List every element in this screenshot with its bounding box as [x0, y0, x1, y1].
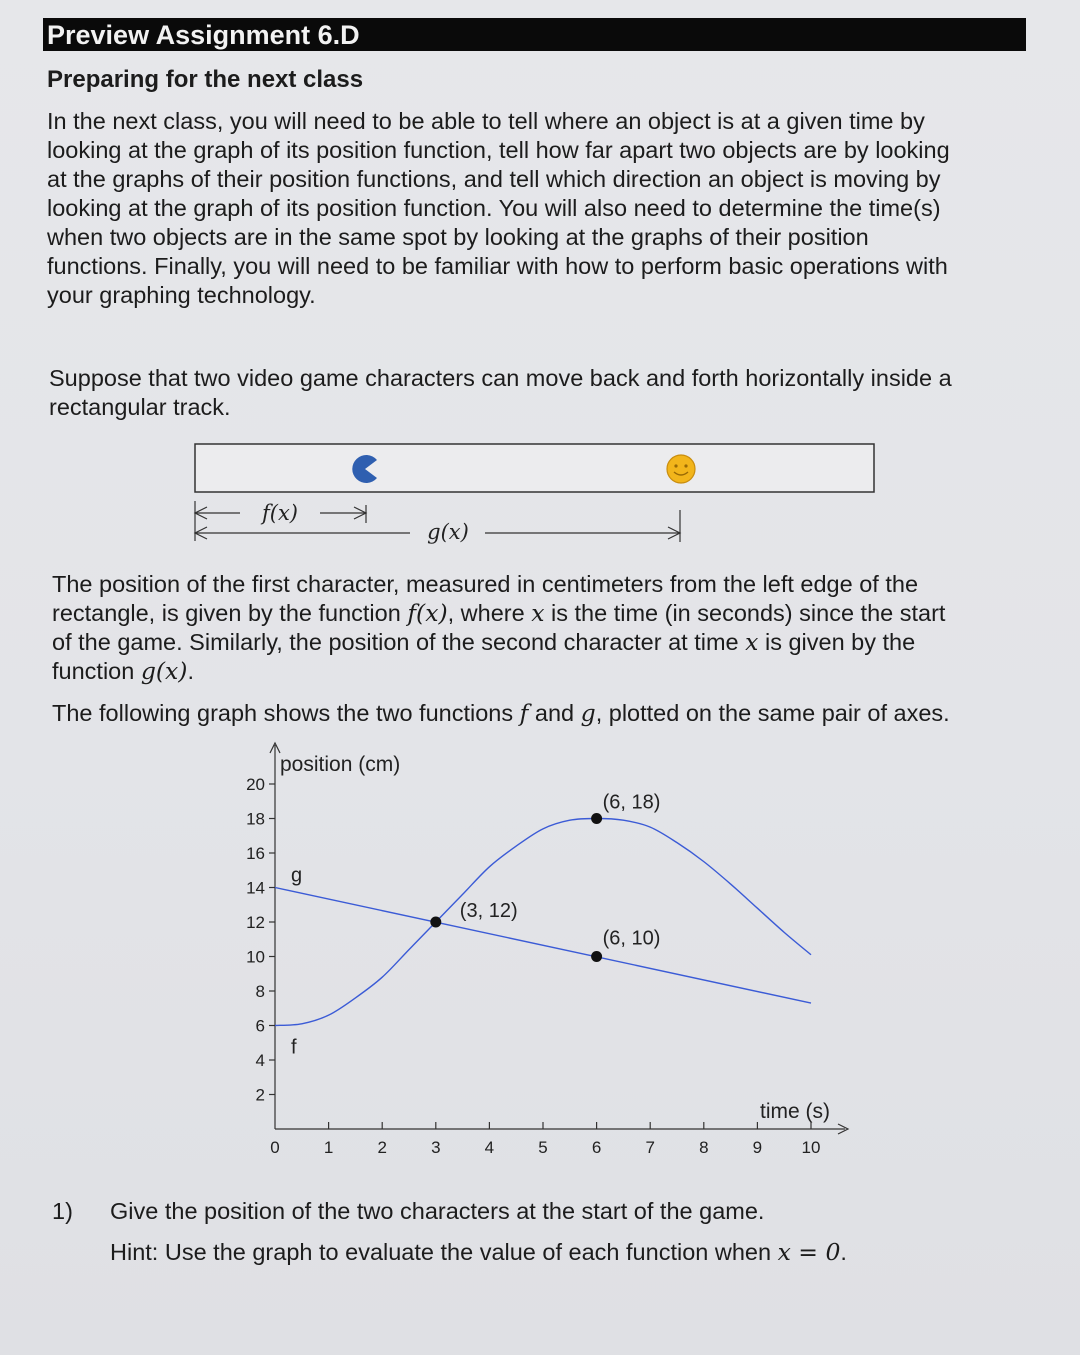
- data-point-label: (3, 12): [459, 900, 518, 922]
- intro-line: when two objects are in the same spot by looking at the graphs of their position: [47, 224, 869, 250]
- x-tick-label: 2: [377, 1138, 387, 1157]
- intro-line: at the graphs of their position functions, and tell which direction an object is moving by: [47, 166, 941, 192]
- y-tick-label: 18: [246, 809, 265, 829]
- g-of-x-label: g(x): [427, 520, 469, 544]
- description-paragraph: [52, 570, 945, 686]
- assignment-header-bar: [43, 18, 1026, 51]
- description-line: [52, 599, 945, 628]
- text-run: of the game. Similarly, the position of the second character at time: [52, 629, 746, 655]
- chart-series: [275, 819, 811, 1059]
- math-x-equals-zero: x = 0: [777, 1238, 841, 1266]
- y-tick-label: 2: [255, 1085, 265, 1105]
- y-tick-label: 8: [255, 982, 265, 1001]
- x-tick-label: 9: [752, 1138, 763, 1157]
- y-tick-label: 6: [255, 1016, 265, 1036]
- series-g-line: [275, 888, 811, 1004]
- y-tick-label: 12: [246, 913, 265, 932]
- question-text: Give the position of the two characters at the start of the game.: [110, 1198, 765, 1224]
- y-tick-label: 4: [255, 1051, 265, 1070]
- y-axis-label: position (cm): [280, 753, 401, 776]
- question-number: 1): [52, 1198, 73, 1224]
- text-run: and: [528, 700, 581, 726]
- text-run: The following graph shows the two functions: [52, 700, 520, 726]
- track-diagram: [190, 438, 890, 548]
- x-tick-label: 1: [323, 1138, 334, 1157]
- chart-ticks: [246, 775, 820, 1157]
- description-line: [52, 628, 945, 657]
- intro-line: In the next class, you will need to be able to tell where an object is at a given time by: [47, 108, 925, 134]
- series-f-line: [275, 819, 811, 1026]
- setup-line: Suppose that two video game characters can move back and forth horizontally inside a: [49, 365, 952, 391]
- x-tick-label: 6: [591, 1138, 602, 1157]
- description-line: The position of the first character, measured in centimeters from the left edge of the: [52, 571, 919, 597]
- text-run: is the time (in seconds) since the start: [544, 600, 946, 626]
- text-run: is given by the: [758, 629, 916, 655]
- assignment-title: Preview Assignment 6.D: [47, 20, 360, 50]
- track-rectangle: [195, 444, 874, 492]
- text-run: Hint: Use the graph to evaluate the value of each function when: [110, 1239, 778, 1265]
- math-x: x: [531, 599, 545, 627]
- intro-paragraph: [47, 107, 950, 310]
- position-time-chart: [230, 735, 860, 1170]
- data-point: [430, 917, 441, 928]
- text-run: rectangle, is given by the function: [52, 600, 408, 626]
- x-tick-label: 0: [270, 1138, 280, 1157]
- f-of-x-label: f(x): [261, 501, 299, 525]
- text-run: .: [840, 1239, 847, 1265]
- x-tick-label: 3: [431, 1138, 441, 1157]
- text-run: , plotted on the same pair of axes.: [595, 700, 950, 726]
- series-g-label: g: [291, 864, 303, 887]
- math-x: x: [745, 628, 759, 656]
- chart-points: [430, 792, 660, 963]
- text-run: function: [52, 658, 141, 684]
- smiley-face-icon: [667, 455, 695, 483]
- data-point-label: (6, 18): [602, 791, 661, 814]
- setup-line: rectangular track.: [49, 394, 231, 420]
- math-f: f: [519, 699, 529, 727]
- intro-line: looking at the graph of its position function, tell how far apart two objects are by looking: [47, 137, 950, 163]
- math-g-of-x: g(x): [140, 657, 188, 685]
- y-tick-label: 14: [246, 878, 265, 898]
- data-point: [591, 813, 602, 824]
- y-tick-label: 16: [246, 844, 265, 863]
- data-point: [591, 951, 602, 962]
- x-tick-label: 5: [538, 1138, 548, 1157]
- chart-axes: [270, 743, 848, 1134]
- intro-line: your graphing technology.: [47, 282, 316, 308]
- x-axis-label: time (s): [760, 1100, 830, 1123]
- graph-intro-line: [52, 699, 950, 728]
- x-tick-label: 4: [484, 1138, 495, 1157]
- y-tick-label: 10: [246, 947, 265, 967]
- intro-line: functions. Finally, you will need to be familiar with how to perform basic operations with: [47, 253, 948, 279]
- question-hint: [110, 1238, 847, 1266]
- math-g: g: [580, 699, 596, 727]
- x-tick-label: 8: [699, 1138, 709, 1157]
- graph-intro-sentence: [52, 699, 950, 728]
- description-line: [52, 657, 945, 686]
- math-f-of-x: f(x): [407, 599, 448, 627]
- x-tick-label: 7: [645, 1138, 655, 1157]
- text-run: .: [187, 658, 195, 684]
- intro-line: looking at the graph of its position function. You will also need to determine the time(s): [47, 195, 941, 221]
- section-title: Preparing for the next class: [47, 66, 364, 93]
- data-point-label: (6, 10): [602, 927, 661, 950]
- setup-paragraph: [49, 364, 952, 422]
- y-tick-label: 20: [246, 775, 265, 794]
- series-f-label: f: [291, 1036, 297, 1059]
- x-tick-label: 10: [801, 1138, 821, 1157]
- text-run: , where: [447, 600, 532, 626]
